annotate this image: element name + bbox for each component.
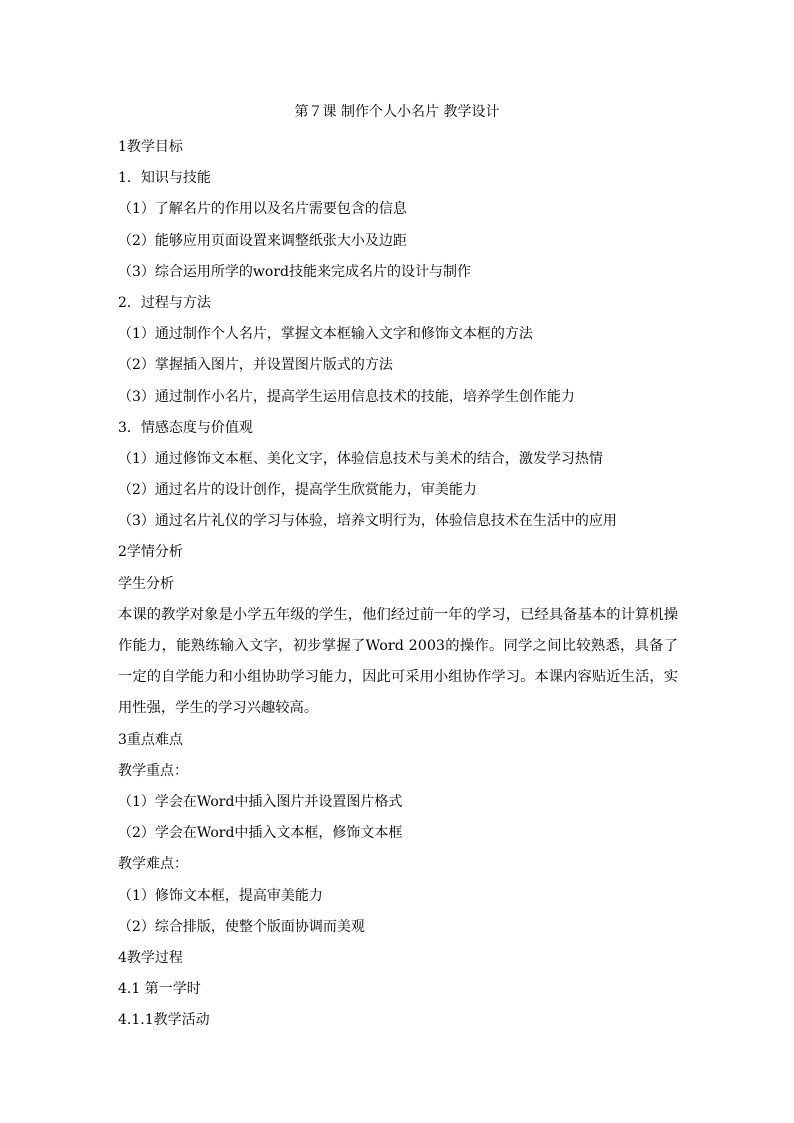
subheading-emotion-values: 3．情感态度与价值观 <box>118 419 253 436</box>
list-item: （1）通过制作个人名片，掌握文本框输入文字和修饰文本框的方法 <box>118 326 533 343</box>
list-item: （3）通过名片礼仪的学习与体验，培养文明行为，体验信息技术在生活中的应用 <box>118 513 617 530</box>
section-heading-objectives: 1教学目标 <box>118 139 183 155</box>
subheading-student-analysis: 学生分析 <box>118 575 174 592</box>
section-heading-analysis: 2学情分析 <box>118 544 183 561</box>
subheading-teaching-activities: 4.1.1教学活动 <box>118 1012 210 1029</box>
subheading-first-lesson: 4.1 第一学时 <box>118 981 201 998</box>
list-item: （2）通过名片的设计创作，提高学生欣赏能力，审美能力 <box>118 482 477 499</box>
document-title: 第７课 制作个人小名片 教学设计 <box>294 104 500 120</box>
list-item: （1）了解名片的作用以及名片需要包含的信息 <box>118 201 407 218</box>
subheading-teaching-difficulty: 教学难点： <box>118 856 188 873</box>
subheading-process-methods: 2．过程与方法 <box>118 294 211 311</box>
list-item: （3）通过制作小名片，提高学生运用信息技术的技能，培养学生创作能力 <box>118 388 575 405</box>
list-item: （2）能够应用页面设置来调整纸张大小及边距 <box>118 232 407 249</box>
list-item: （3）综合运用所学的word技能来完成名片的设计与制作 <box>118 263 471 280</box>
subheading-knowledge-skills: 1．知识与技能 <box>118 170 211 187</box>
list-item: （1）修饰文本框，提高审美能力 <box>118 887 323 904</box>
list-item: （2）掌握插入图片，并设置图片版式的方法 <box>118 357 393 374</box>
list-item: （2）综合排版，使整个版面协调而美观 <box>118 918 365 935</box>
section-heading-process: 4教学过程 <box>118 949 183 966</box>
section-heading-key-points: 3重点难点 <box>118 731 183 748</box>
list-item: （1）学会在Word中插入图片并设置图片格式 <box>118 794 403 810</box>
document-body <box>118 132 678 1037</box>
list-item: （1）通过修饰文本框、美化文字，体验信息技术与美术的结合，激发学习热情 <box>118 450 603 467</box>
list-item: （2）学会在Word中插入文本框，修饰文本框 <box>118 825 403 842</box>
subheading-teaching-focus: 教学重点： <box>118 762 188 779</box>
student-analysis-paragraph: 本课的教学对象是小学五年级的学生，他们经过前一年的学习，已经具备基本的计算机操作能力，能熟练输入文字，初步掌握了Word 2003的操作。同学之间比较熟悉，具备了一定的自学能力和小组协助学习能力，因此可采用小组协作学习。本课内容贴近生活，实用性强，学生的学习兴趣较高。 <box>118 606 678 717</box>
